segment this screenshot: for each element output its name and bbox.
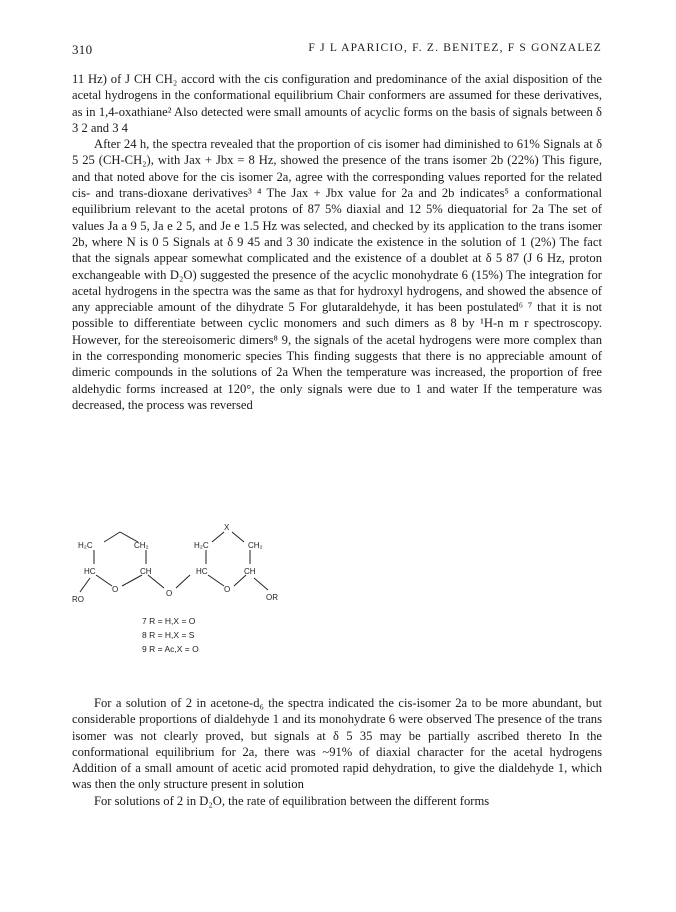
paragraph-continuation: 11 Hz) of J CH CH₂ accord with the cis configuration and predominance of the axial disposition of the acetal hydrogens in the conformational equilibrium Chair conformers are assumed for these derivatives, as in 1,4-oxathiane² Also detected were small amounts of acyclic forms on the basis of signals between δ 3 2 and 3 4 xyxy=(72,72,602,135)
atom-o-middle: O xyxy=(166,589,173,598)
atom-o-right: O xyxy=(224,585,231,594)
atom-h2c-left: H₂C xyxy=(78,541,93,550)
atom-o-left: O xyxy=(112,585,119,594)
atom-hc-left: HC xyxy=(84,567,96,576)
legend-compound-7: 7 R = H,X = O xyxy=(142,616,196,626)
paragraph-acetone-solution: For a solution of 2 in acetone-d₆ the spectra indicated the cis-isomer 2a to be more abundant, but considerable proportions of dialdehyde 1 and its monohydrate 6 were observed The presence of the trans isomer was not clearly proved, but signals at δ 5 35 may be partially ascribed thereto In the conformational equilibrium for 2a, there was ~91% of diaxial character for the acetal hydrogens Addition of a small amount of acetic acid promoted rapid dehydration, to give the dialdehyde 1, which was then the only structure present in solution xyxy=(72,696,602,792)
atom-hc-right: HC xyxy=(196,567,208,576)
atom-ch-left: CH xyxy=(140,567,152,576)
atom-or: OR xyxy=(266,593,278,602)
atom-ch2-left: CH₂ xyxy=(134,541,149,550)
body-text-top xyxy=(72,71,602,413)
legend-compound-8: 8 R = H,X = S xyxy=(142,630,195,640)
atom-ch2-right: CH₂ xyxy=(248,541,263,550)
body-text-bottom xyxy=(72,695,602,809)
legend-compound-9: 9 R = Ac,X = O xyxy=(142,644,199,654)
running-head-authors: F J L APARICIO, F. Z. BENITEZ, F S GONZALEZ xyxy=(308,42,602,54)
atom-x: X xyxy=(224,523,230,532)
paragraph-d2o-solution: For solutions of 2 in D₂O, the rate of equilibration between the different forms xyxy=(94,793,490,808)
atom-ch-right: CH xyxy=(244,567,256,576)
chemical-structure-figure xyxy=(72,520,392,660)
atom-ro: RO xyxy=(72,595,84,604)
page-number: 310 xyxy=(72,42,93,57)
paragraph-spectra-24h: After 24 h, the spectra revealed that the proportion of cis isomer had diminished to 61% Signals at δ 5 25 (CH-CH₂), with Jax + Jbx = 8 Hz, showed the presence of the trans isomer 2b (22%) This figure, and that noted above for the cis isomer 2a, agree with the corresponding values reported for the related cis- and trans-dioxane derivatives³ ⁴ The Jax + Jbx value for 2a and 2b indicates⁵ a conformational equilibrium relevant to the acetal protons of 87 5% diaxial and 12 5% diequatorial for 2a The set of values Ja a 9 5, Ja e 2 5, and Je e 1.5 Hz was selected, and checked by its application to the trans isomer 2b, where N is 0 5 Signals at δ 9 45 and 3 30 indicate the existence in the solution of 1 (2%) The fact that the signals appear somewhat complicated and the existence of a doublet at δ 5 87 (J 6 Hz, proton exchangeable with D₂O) suggested the presence of the acyclic monohydrate 6 (15%) The integration for acetal hydrogens in the spectra was the same as that for hydroxyl hydrogens, and showed the absence of any appreciable amount of the dihydrate 5 For glutaraldehyde, it has been postulated⁶ ⁷ that it is not possible to differentiate between cyclic monomers and such dimers as 8 by ¹H-n m r spectroscopy. However, for the stereoisomeric dimers⁸ 9, the signals of the acetal hydrogens were more complex than in the corresponding monomeric species This finding suggests that there is no appreciable amount of dimeric compounds in the solutions of 2a When the temperature was increased, the proportion of free aldehydic forms increased at 120°, the only signals were due to 1 and water If the temperature was decreased, the process was reversed xyxy=(72,137,602,412)
atom-h2c-right: H₂C xyxy=(194,541,209,550)
structure-diagram xyxy=(72,520,392,660)
